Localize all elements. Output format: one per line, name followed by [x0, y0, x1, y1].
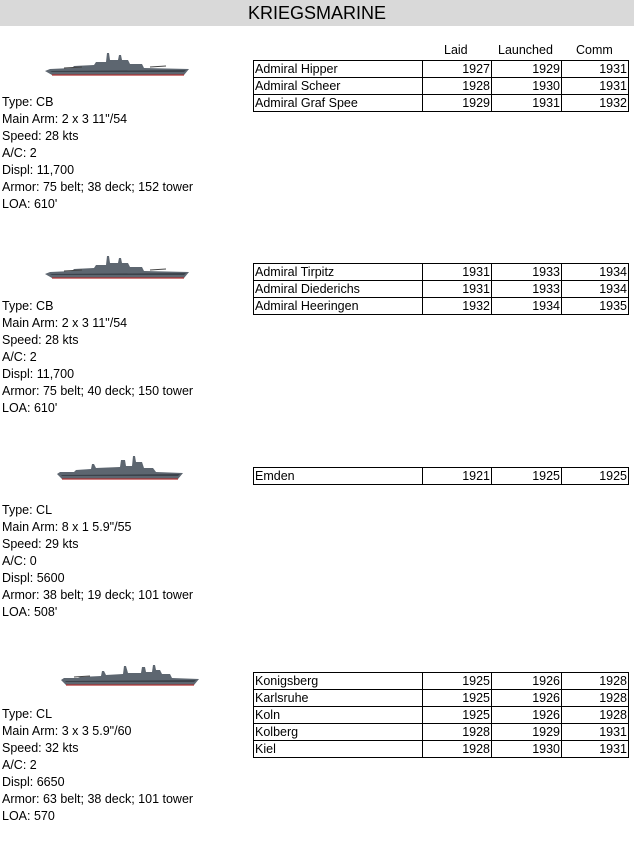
table-row — [254, 673, 629, 690]
launched-year: 1930 — [492, 78, 562, 95]
spec-speed: Speed: 29 kts — [2, 537, 79, 551]
ship-table — [253, 467, 629, 485]
table-row — [254, 468, 629, 485]
spec-type: Type: CB — [2, 299, 54, 313]
spec-speed: Speed: 28 kts — [2, 333, 79, 347]
ship-name: Emden — [254, 468, 423, 485]
ship-name: Admiral Tirpitz — [254, 264, 423, 281]
spec-displacement: Displ: 6650 — [2, 775, 65, 789]
table-row — [254, 298, 629, 315]
launched-year: 1929 — [492, 61, 562, 78]
page-title: KRIEGSMARINE — [0, 0, 634, 26]
comm-year: 1931 — [562, 724, 629, 741]
launched-year: 1925 — [492, 468, 562, 485]
laid-year: 1928 — [423, 741, 492, 758]
launched-year: 1933 — [492, 281, 562, 298]
comm-year: 1928 — [562, 707, 629, 724]
comm-year: 1934 — [562, 281, 629, 298]
ship-name: Karlsruhe — [254, 690, 423, 707]
launched-year: 1933 — [492, 264, 562, 281]
class-specs — [2, 502, 193, 621]
spec-speed: Speed: 32 kts — [2, 741, 79, 755]
spec-displacement: Displ: 5600 — [2, 571, 65, 585]
launched-year: 1929 — [492, 724, 562, 741]
laid-year: 1925 — [423, 690, 492, 707]
ship-name: Admiral Hipper — [254, 61, 423, 78]
spec-type: Type: CB — [2, 95, 54, 109]
laid-year: 1927 — [423, 61, 492, 78]
table-row — [254, 264, 629, 281]
spec-armor: Armor: 38 belt; 19 deck; 101 tower — [2, 588, 194, 602]
spec-aircraft: A/C: 2 — [2, 758, 37, 772]
ship-name: Admiral Heeringen — [254, 298, 423, 315]
spec-main-arm: Main Arm: 2 x 3 11"/54 — [2, 316, 128, 330]
laid-year: 1931 — [423, 281, 492, 298]
comm-year: 1934 — [562, 264, 629, 281]
comm-year: 1935 — [562, 298, 629, 315]
laid-year: 1929 — [423, 95, 492, 112]
ship-silhouette-image — [60, 660, 200, 690]
ship-table — [253, 263, 629, 315]
comm-year: 1925 — [562, 468, 629, 485]
ship-name: Kiel — [254, 741, 423, 758]
spec-displacement: Displ: 11,700 — [2, 163, 75, 177]
ship-silhouette-image — [56, 452, 184, 484]
comm-year: 1931 — [562, 61, 629, 78]
ship-table — [253, 672, 629, 758]
spec-loa: LOA: 610' — [2, 401, 58, 415]
spec-speed: Speed: 28 kts — [2, 129, 79, 143]
launched-year: 1930 — [492, 741, 562, 758]
class-specs — [2, 706, 193, 825]
spec-main-arm: Main Arm: 3 x 3 5.9"/60 — [2, 724, 132, 738]
spec-type: Type: CL — [2, 503, 53, 517]
ship-name: Kolberg — [254, 724, 423, 741]
spec-loa: LOA: 508' — [2, 605, 58, 619]
spec-aircraft: A/C: 2 — [2, 350, 37, 364]
ship-silhouette-image — [44, 50, 190, 80]
launched-year: 1926 — [492, 690, 562, 707]
laid-year: 1928 — [423, 724, 492, 741]
laid-year: 1925 — [423, 707, 492, 724]
column-header-laid: Laid — [444, 43, 468, 57]
spec-main-arm: Main Arm: 2 x 3 11"/54 — [2, 112, 128, 126]
spec-armor: Armor: 63 belt; 38 deck; 101 tower — [2, 792, 194, 806]
spec-loa: LOA: 610' — [2, 197, 58, 211]
table-row — [254, 95, 629, 112]
spec-aircraft: A/C: 0 — [2, 554, 37, 568]
ship-silhouette-image — [44, 253, 190, 283]
class-specs — [2, 94, 193, 213]
table-row — [254, 61, 629, 78]
spec-type: Type: CL — [2, 707, 53, 721]
comm-year: 1931 — [562, 741, 629, 758]
table-row — [254, 741, 629, 758]
laid-year: 1932 — [423, 298, 492, 315]
ship-name: Admiral Diederichs — [254, 281, 423, 298]
column-header-comm: Comm — [576, 43, 613, 57]
class-specs — [2, 298, 193, 417]
laid-year: 1925 — [423, 673, 492, 690]
laid-year: 1921 — [423, 468, 492, 485]
ship-name: Admiral Graf Spee — [254, 95, 423, 112]
launched-year: 1926 — [492, 673, 562, 690]
comm-year: 1928 — [562, 690, 629, 707]
table-row — [254, 78, 629, 95]
column-header-launched: Launched — [498, 43, 553, 57]
table-row — [254, 281, 629, 298]
launched-year: 1934 — [492, 298, 562, 315]
launched-year: 1926 — [492, 707, 562, 724]
comm-year: 1932 — [562, 95, 629, 112]
spec-loa: LOA: 570 — [2, 809, 55, 823]
comm-year: 1931 — [562, 78, 629, 95]
ship-table — [253, 60, 629, 112]
spec-aircraft: A/C: 2 — [2, 146, 37, 160]
laid-year: 1928 — [423, 78, 492, 95]
spec-displacement: Displ: 11,700 — [2, 367, 75, 381]
comm-year: 1928 — [562, 673, 629, 690]
spec-armor: Armor: 75 belt; 40 deck; 150 tower — [2, 384, 194, 398]
ship-name: Koln — [254, 707, 423, 724]
laid-year: 1931 — [423, 264, 492, 281]
table-row — [254, 724, 629, 741]
table-row — [254, 707, 629, 724]
launched-year: 1931 — [492, 95, 562, 112]
spec-main-arm: Main Arm: 8 x 1 5.9"/55 — [2, 520, 132, 534]
ship-name: Admiral Scheer — [254, 78, 423, 95]
ship-name: Konigsberg — [254, 673, 423, 690]
table-row — [254, 690, 629, 707]
spec-armor: Armor: 75 belt; 38 deck; 152 tower — [2, 180, 194, 194]
